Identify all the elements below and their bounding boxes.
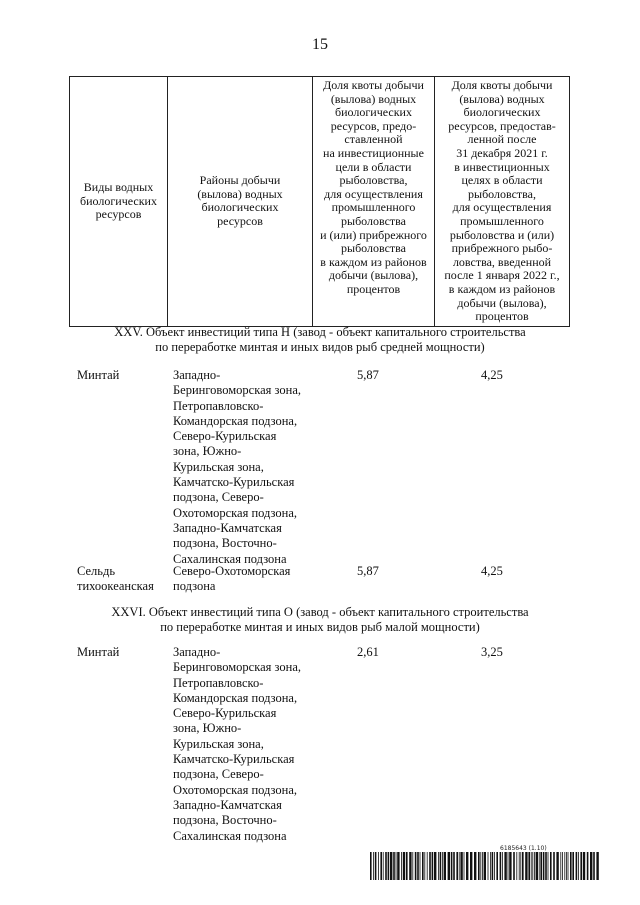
header-areas: Районы добычи (вылова) водных биологических ресурсов [168, 77, 313, 327]
row-areas: Западно- Беринговоморская зона, Петропавловско- Командорская подзона, Северо-Курильская зона, Южно- Курильская зона, Камчатско-Курильская подзона, Северо- Охотоморская подзона, Западно-Камчатская подзона, Восточно- Сахалинская подзона [173, 368, 301, 566]
row-share-2022: 4,25 [481, 564, 503, 578]
page-number: 15 [312, 36, 328, 53]
barcode-number: 6185643 (1.10) [500, 845, 547, 852]
barcode-icon [370, 852, 600, 880]
table-header [69, 76, 570, 327]
row-share-2022: 3,25 [481, 645, 503, 659]
row-species: Минтай [77, 645, 120, 659]
section-title-xxv: XXV. Объект инвестиций типа Н (завод - объект капитального строительства по переработке минтая и иных видов рыб средней мощности) [114, 325, 526, 354]
header-quota-share-2022: Доля квоты добычи (вылова) водных биологических ресурсов, предостав- ленной после 31 декабря 2021 г. в инвестиционных целях в области рыболовства, для осуществления промышленного рыболовства и (или) прибрежного рыбо- ловства, введенной после 1 января 2022 г., в каждом из районов добычи (вылова), процентов [435, 77, 570, 327]
row-areas: Западно- Беринговоморская зона, Петропавловско- Командорская подзона, Северо-Курильская зона, Южно- Курильская зона, Камчатско-Курильская подзона, Северо- Охотоморская подзона, Западно-Камчатская подзона, Восточно- Сахалинская подзона [173, 645, 301, 843]
header-quota-share: Доля квоты добычи (вылова) водных биологических ресурсов, предо- ставленной на инвестиционные цели в области рыболовства, для осуществления промышленного рыболовства и (или) прибрежного рыболовства в каждом из районов добычи (вылова), процентов [313, 77, 435, 327]
row-share: 5,87 [357, 564, 379, 578]
row-share-2022: 4,25 [481, 368, 503, 382]
row-areas: Северо-Охотоморская подзона [173, 564, 291, 594]
row-share: 2,61 [357, 645, 379, 659]
row-species: Сельдь тихоокеанская [77, 564, 154, 594]
row-share: 5,87 [357, 368, 379, 382]
section-title-xxvi: XXVI. Объект инвестиций типа О (завод - объект капитального строительства по переработке минтая и иных видов рыб малой мощности) [111, 605, 529, 634]
header-species: Виды водных биологических ресурсов [70, 77, 168, 327]
row-species: Минтай [77, 368, 120, 382]
